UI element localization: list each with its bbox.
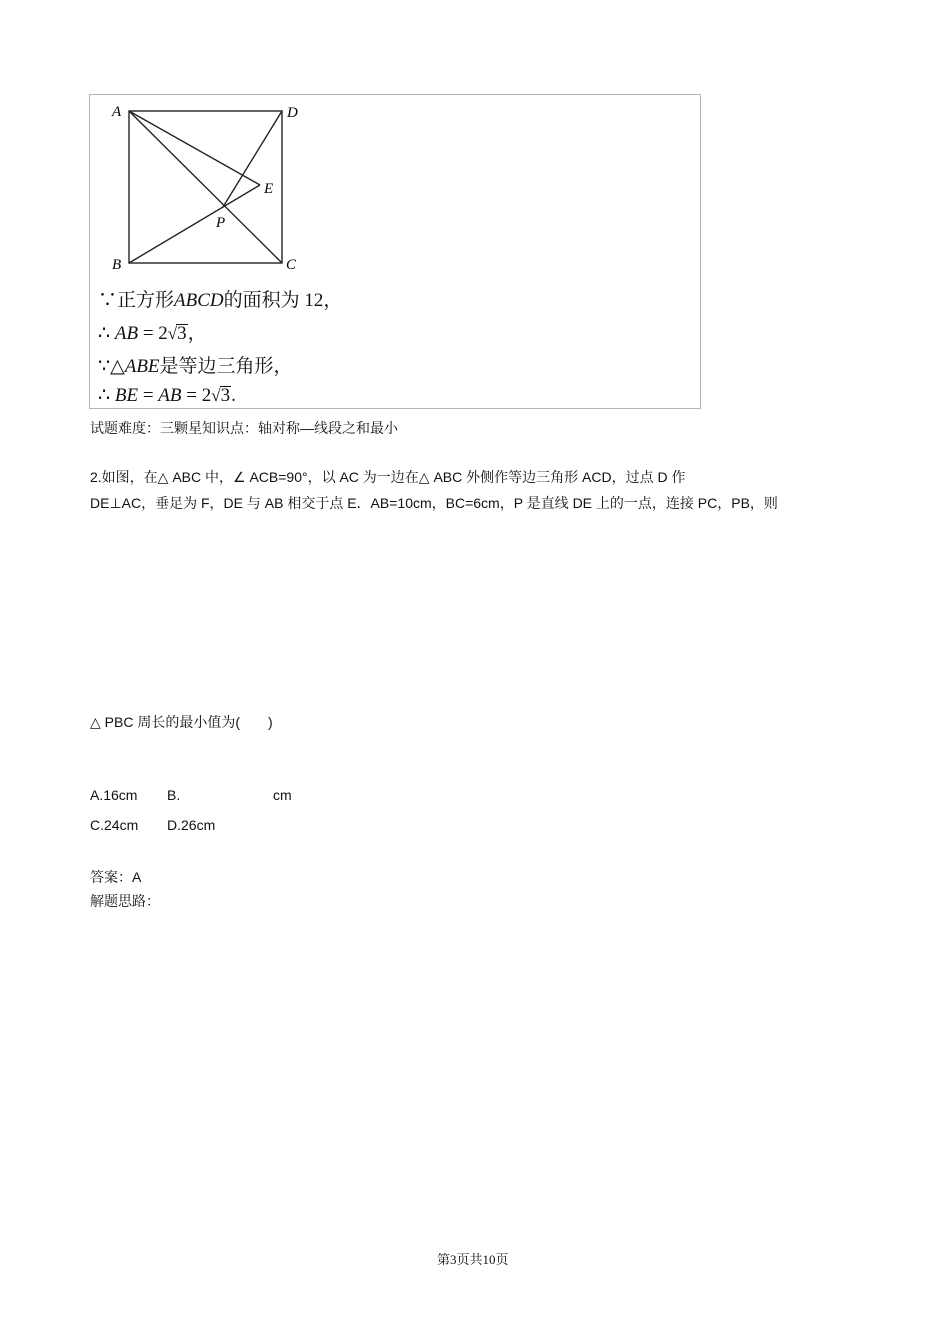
sqrt-sign: √: [167, 324, 178, 343]
option-b-unit: cm: [273, 787, 292, 803]
line3-text-pre: △: [110, 356, 125, 377]
line2-math: AB: [114, 323, 139, 344]
line2-sqrt-value: 3: [177, 323, 187, 344]
difficulty-meta: 试题难度：三颗星知识点：轴对称—线段之和最小: [90, 420, 398, 436]
segment-ae: [129, 111, 260, 185]
solution-box: [89, 94, 701, 409]
page-footer: 第3页共10页: [437, 1252, 509, 1267]
sqrt-sign: √: [211, 386, 221, 405]
line1-text-pre: 正方形: [117, 290, 175, 311]
label-b: B: [112, 257, 122, 273]
option-a[interactable]: A.16cm: [90, 787, 138, 803]
line4-text-post: .: [231, 385, 236, 406]
line4-math2: AB: [158, 385, 182, 406]
line2-eq: = 2: [138, 323, 168, 344]
solution-line-2: [98, 318, 207, 345]
label-e: E: [264, 181, 274, 197]
label-d: D: [287, 105, 298, 121]
option-d[interactable]: D.26cm: [167, 817, 216, 833]
analysis-label: 解题思路：: [90, 893, 160, 909]
question-line-1: 2.如图，在△ ABC 中，∠ ACB=90°，以 AC 为一边在△ ABC 外侧作等边三角形 ACD，过点 D 作: [90, 469, 686, 485]
option-b[interactable]: B.: [167, 787, 181, 803]
question-line-2: DE⊥AC，垂足为 F，DE 与 AB 相交于点 E．AB=10cm，BC=6cm，P 是直线 DE 上的一点，连接 PC，PB，则: [90, 495, 778, 511]
because-symbol: ∵: [98, 290, 118, 311]
line4-eq: =: [138, 385, 159, 406]
therefore-symbol: ∴: [98, 323, 111, 344]
line1-math: ABCD: [174, 290, 224, 311]
line3-text-post: 是等边三角形，: [159, 356, 293, 377]
answer-line: 答案：A: [90, 869, 142, 885]
solution-line-1: [98, 285, 342, 312]
diagonal-ac: [129, 111, 282, 263]
square-figure: [90, 95, 702, 295]
line2-text-post: ，: [187, 323, 207, 344]
line4-math: BE: [114, 385, 139, 406]
solution-line-4: [98, 384, 236, 407]
line4-sqrt-value: 3: [220, 385, 231, 406]
label-a: A: [112, 104, 122, 120]
line1-text-post: 的面积为 12，: [223, 290, 343, 311]
label-c: C: [286, 257, 297, 273]
option-c[interactable]: C.24cm: [90, 817, 139, 833]
therefore-symbol: ∴: [98, 385, 111, 406]
label-p: P: [216, 215, 226, 231]
line3-math: ABE: [124, 356, 160, 377]
line4-eq2: = 2: [181, 385, 212, 406]
question-line-3: △ PBC 周长的最小值为( ): [90, 714, 273, 730]
because-symbol: ∵: [98, 356, 111, 377]
segment-be: [129, 185, 260, 263]
solution-line-3: [98, 351, 293, 378]
